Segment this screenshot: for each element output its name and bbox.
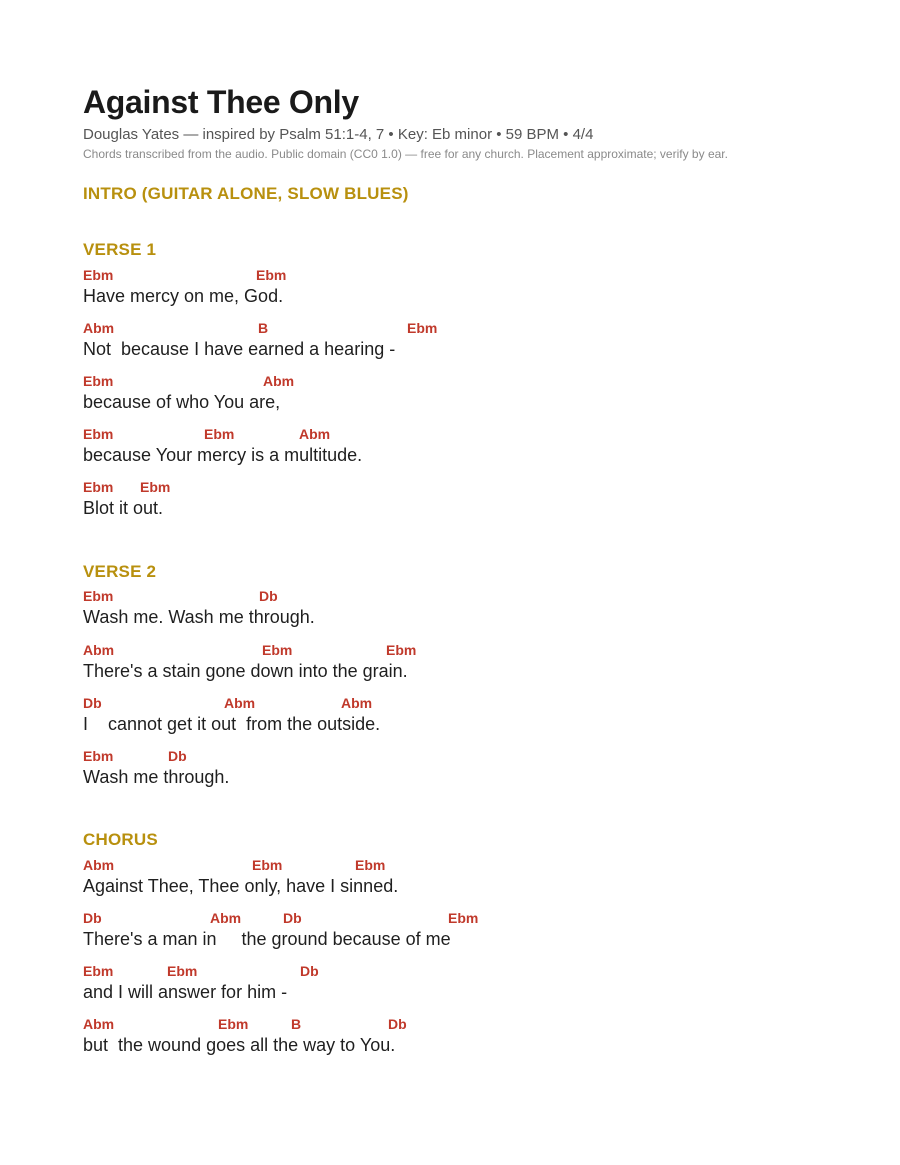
- lyric-line: Blot it out.: [83, 498, 164, 518]
- lyric-line: There's a man in the ground because of me: [83, 929, 451, 949]
- chord: Ebm: [204, 426, 235, 442]
- lyric-line: Wash me. Wash me through.: [83, 607, 315, 627]
- section-title-verse-2: VERSE 2: [83, 562, 157, 581]
- chord: Ebm: [355, 857, 386, 873]
- chord: Abm: [83, 642, 115, 658]
- chord: Abm: [83, 320, 115, 336]
- transcription-note: Chords transcribed from the audio. Public domain (CC0 1.0) — free for any church. Placement approximate; verify by ear.: [83, 147, 728, 161]
- chord: Abm: [224, 695, 256, 711]
- chord: Ebm: [83, 426, 114, 442]
- lyric-line: but the wound goes all the way to You.: [83, 1035, 396, 1055]
- chord: Ebm: [83, 373, 114, 389]
- chord: Db: [83, 910, 102, 926]
- chord: Db: [388, 1016, 407, 1032]
- chord: Ebm: [407, 320, 438, 336]
- chord: B: [258, 320, 269, 336]
- chord: Ebm: [140, 479, 171, 495]
- lyric-line: because of who You are,: [83, 392, 281, 412]
- lyric-line: because Your mercy is a multitude.: [83, 445, 363, 465]
- chord: Ebm: [83, 479, 114, 495]
- chord: Abm: [210, 910, 242, 926]
- chord: Db: [259, 588, 278, 604]
- lyric-line: Against Thee, Thee only, have I sinned.: [83, 876, 399, 896]
- section-title-verse-1: VERSE 1: [83, 240, 157, 259]
- lyric-line: I cannot get it out from the outside.: [83, 714, 381, 734]
- chord: Ebm: [83, 748, 114, 764]
- chord: Db: [168, 748, 187, 764]
- lyric-line: Have mercy on me, God.: [83, 286, 284, 306]
- chord: Ebm: [167, 963, 198, 979]
- chord: Ebm: [252, 857, 283, 873]
- section-title-intro: INTRO (GUITAR ALONE, SLOW BLUES): [83, 184, 409, 203]
- chord: Ebm: [256, 267, 287, 283]
- chord: Abm: [263, 373, 295, 389]
- chord: Ebm: [83, 267, 114, 283]
- chord: Ebm: [83, 963, 114, 979]
- chord: Ebm: [448, 910, 479, 926]
- chord: Abm: [341, 695, 373, 711]
- section-title-chorus: CHORUS: [83, 830, 158, 849]
- chord: Ebm: [218, 1016, 249, 1032]
- chord: Abm: [83, 1016, 115, 1032]
- chord: Db: [83, 695, 102, 711]
- chord: Db: [283, 910, 302, 926]
- lyric-line: There's a stain gone down into the grain.: [83, 661, 408, 681]
- chord: Ebm: [386, 642, 417, 658]
- chord: Abm: [299, 426, 331, 442]
- chord: Ebm: [83, 588, 114, 604]
- song-title: Against Thee Only: [83, 84, 359, 120]
- chord: B: [291, 1016, 302, 1032]
- chord: Db: [300, 963, 319, 979]
- lyric-line: Wash me through.: [83, 767, 230, 787]
- lyric-line: Not because I have earned a hearing -: [83, 339, 396, 359]
- chord: Abm: [83, 857, 115, 873]
- lyric-line: and I will answer for him -: [83, 982, 288, 1002]
- chord: Ebm: [262, 642, 293, 658]
- song-meta: Douglas Yates — inspired by Psalm 51:1-4, 7 • Key: Eb minor • 59 BPM • 4/4: [83, 126, 594, 143]
